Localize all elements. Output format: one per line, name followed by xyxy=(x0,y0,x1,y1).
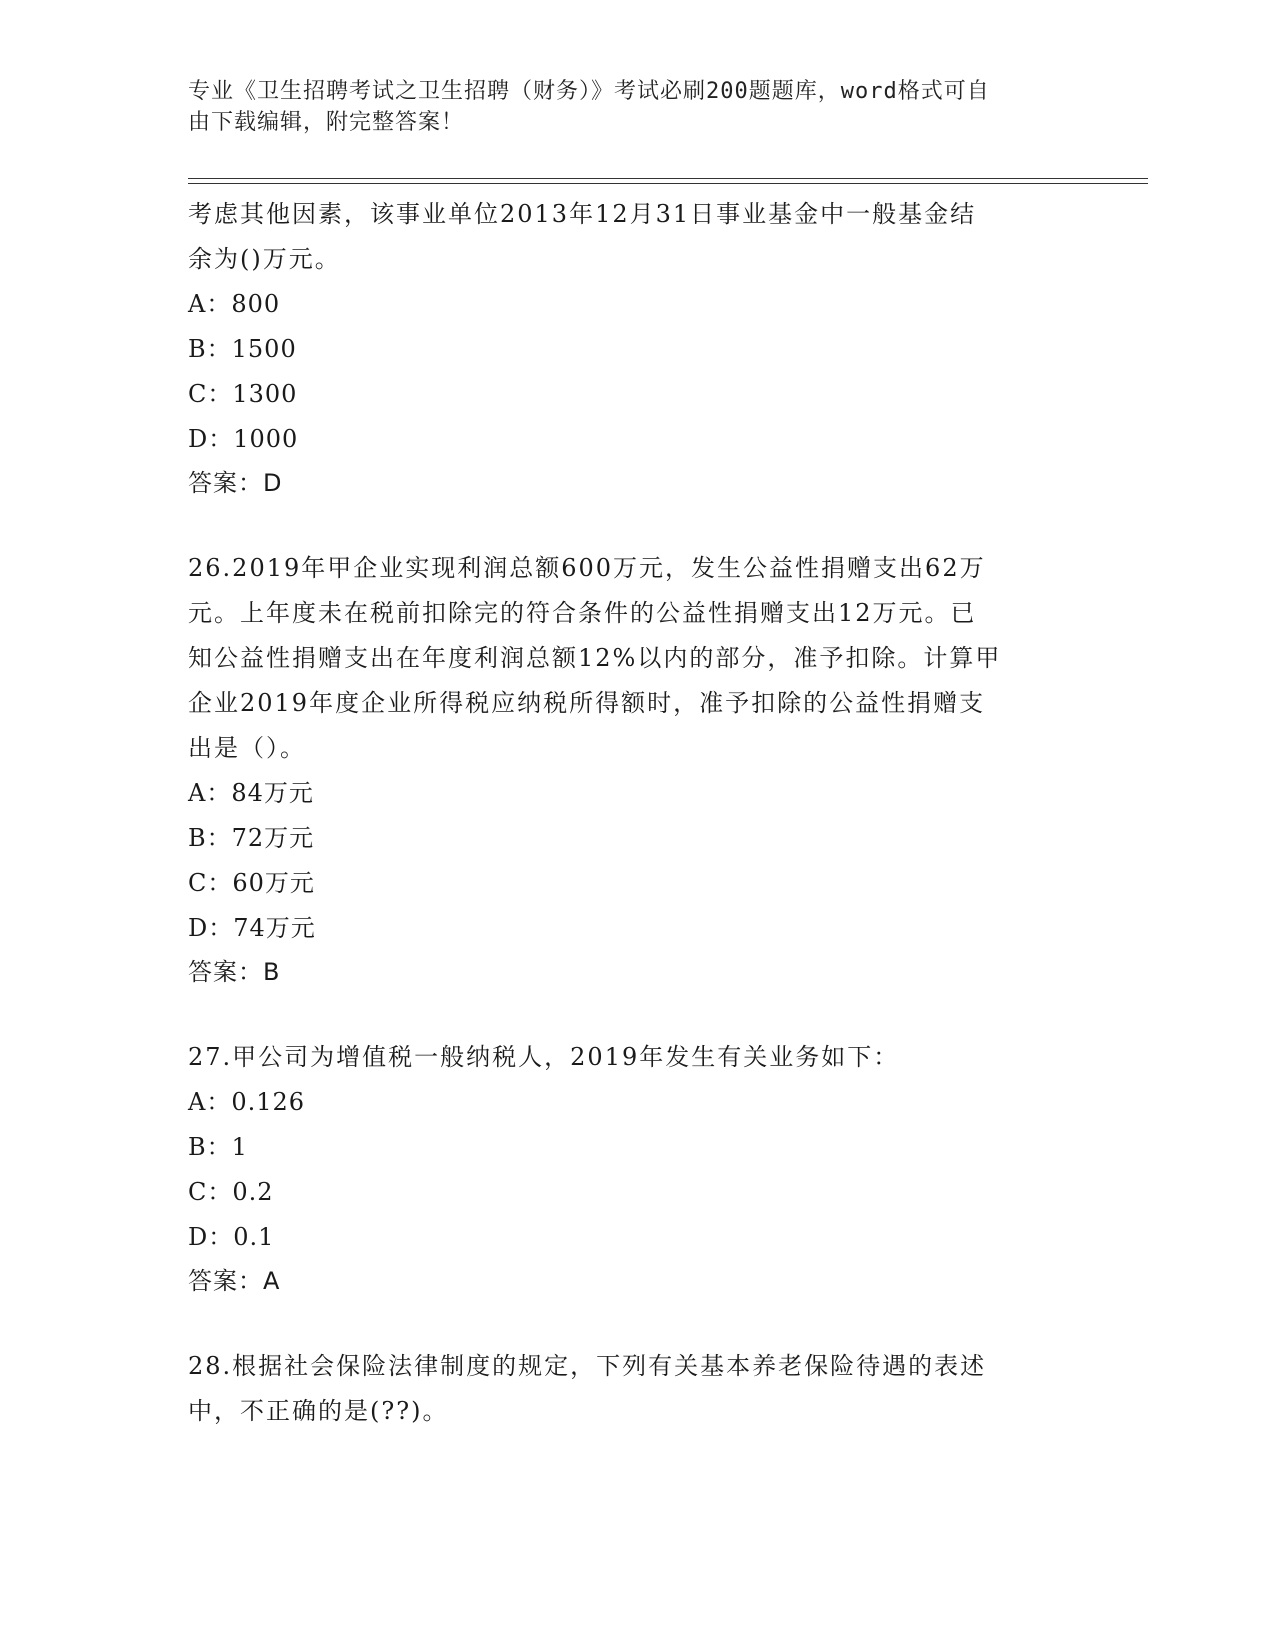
option-b: B：1500 xyxy=(188,335,297,363)
option-d: D：0.1 xyxy=(188,1223,275,1251)
question-stem-line: 出是（）。 xyxy=(188,734,306,762)
question-26 xyxy=(188,546,1068,993)
header-line-2: 由下载编辑，附完整答案！ xyxy=(188,110,465,135)
option-a: A：84万元 xyxy=(188,779,314,807)
question-25 xyxy=(188,192,1068,504)
header-rule-bottom xyxy=(188,183,1148,184)
question-stem-line: 中，不正确的是(??)。 xyxy=(188,1397,449,1425)
question-content xyxy=(188,192,1068,1434)
answer-line: 答案：D xyxy=(188,469,283,497)
spacer xyxy=(188,1302,1068,1344)
header-rule-top xyxy=(188,178,1148,179)
option-c: C：1300 xyxy=(188,380,298,408)
question-stem-line: 元。上年度未在税前扣除完的符合条件的公益性捐赠支出12万元。已 xyxy=(188,599,977,627)
document-header xyxy=(188,76,1068,138)
option-a: A：0.126 xyxy=(188,1088,306,1116)
question-stem-line: 余为()万元。 xyxy=(188,245,341,273)
answer-line: 答案：B xyxy=(188,958,281,986)
question-stem-line: 26.2019年甲企业实现利润总额600万元，发生公益性捐赠支出62万 xyxy=(188,554,986,582)
question-28 xyxy=(188,1344,1068,1434)
question-stem-line: 知公益性捐赠支出在年度利润总额12%以内的部分，准予扣除。计算甲 xyxy=(188,644,1002,672)
question-stem-line: 28.根据社会保险法律制度的规定，下列有关基本养老保险待遇的表述 xyxy=(188,1352,987,1380)
question-27 xyxy=(188,1035,1068,1302)
spacer xyxy=(188,993,1068,1035)
spacer xyxy=(188,504,1068,546)
option-a: A：800 xyxy=(188,290,281,318)
option-d: D：74万元 xyxy=(188,914,316,942)
question-stem-line: 考虑其他因素，该事业单位2013年12月31日事业基金中一般基金结 xyxy=(188,200,977,228)
option-c: C：60万元 xyxy=(188,869,315,897)
option-b: B：1 xyxy=(188,1133,248,1161)
question-stem-line: 企业2019年度企业所得税应纳税所得额时，准予扣除的公益性捐赠支 xyxy=(188,689,986,717)
question-stem-line: 27.甲公司为增值税一般纳税人，2019年发生有关业务如下： xyxy=(188,1043,900,1071)
option-d: D：1000 xyxy=(188,425,299,453)
option-b: B：72万元 xyxy=(188,824,315,852)
option-c: C：0.2 xyxy=(188,1178,274,1206)
header-line-1: 专业《卫生招聘考试之卫生招聘（财务）》考试必刷200题题库，word格式可自 xyxy=(188,79,990,104)
answer-line: 答案：A xyxy=(188,1267,281,1295)
